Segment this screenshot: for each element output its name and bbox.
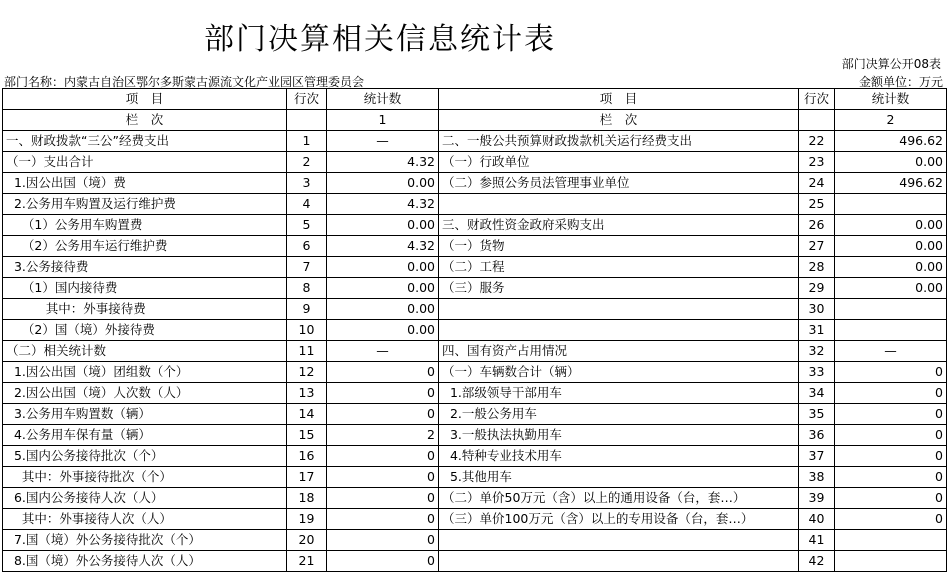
- right-value-cell: [835, 299, 947, 320]
- header-item-left: 项 目: [3, 89, 287, 110]
- table-row: [3, 236, 947, 257]
- left-item-cell: 4.公务用车保有量（辆）: [3, 425, 287, 446]
- right-item-cell: 二、一般公共预算财政拨款机关运行经费支出: [439, 131, 799, 152]
- left-item-cell: （一）支出合计: [3, 152, 287, 173]
- left-value-cell: 0.00: [327, 215, 439, 236]
- right-line-cell: 40: [799, 509, 835, 530]
- table-row: [3, 278, 947, 299]
- left-item-cell: （2）公务用车运行维护费: [3, 236, 287, 257]
- right-value-cell: 0: [835, 509, 947, 530]
- right-item-cell: 1.部级领导干部用车: [439, 383, 799, 404]
- right-item-cell: （一）车辆数合计（辆）: [439, 362, 799, 383]
- left-item-cell: 其中：外事接待人次（人）: [3, 509, 287, 530]
- statistics-table: [2, 88, 947, 572]
- right-value-cell: [835, 194, 947, 215]
- right-value-cell: [835, 320, 947, 341]
- col-blank-right: [799, 110, 835, 131]
- right-item-cell: （一）行政单位: [439, 152, 799, 173]
- right-value-cell: 496.62: [835, 131, 947, 152]
- left-value-cell: 4.32: [327, 194, 439, 215]
- table-row: [3, 173, 947, 194]
- right-item-cell: 2.一般公务用车: [439, 404, 799, 425]
- left-line-cell: 3: [287, 173, 327, 194]
- table-row: [3, 257, 947, 278]
- left-line-cell: 19: [287, 509, 327, 530]
- left-value-cell: —: [327, 131, 439, 152]
- left-line-cell: 10: [287, 320, 327, 341]
- table-row: [3, 194, 947, 215]
- right-item-cell: 四、国有资产占用情况: [439, 341, 799, 362]
- left-item-cell: 3.公务用车购置数（辆）: [3, 404, 287, 425]
- left-item-cell: 5.国内公务接待批次（个）: [3, 446, 287, 467]
- right-item-cell: [439, 320, 799, 341]
- right-line-cell: 23: [799, 152, 835, 173]
- table-row: [3, 131, 947, 152]
- right-line-cell: 35: [799, 404, 835, 425]
- page-title: 部门决算相关信息统计表: [204, 22, 556, 57]
- column-index-row: [3, 110, 947, 131]
- left-value-cell: 0.00: [327, 278, 439, 299]
- left-line-cell: 16: [287, 446, 327, 467]
- right-line-cell: 30: [799, 299, 835, 320]
- left-value-cell: 0: [327, 530, 439, 551]
- left-value-cell: 0: [327, 383, 439, 404]
- right-value-cell: 0: [835, 488, 947, 509]
- right-line-cell: 41: [799, 530, 835, 551]
- left-item-cell: （二）相关统计数: [3, 341, 287, 362]
- left-item-cell: 7.国（境）外公务接待批次（个）: [3, 530, 287, 551]
- right-value-cell: 0: [835, 446, 947, 467]
- right-line-cell: 29: [799, 278, 835, 299]
- table-row: [3, 320, 947, 341]
- left-item-cell: 其中：外事接待费: [3, 299, 287, 320]
- left-line-cell: 9: [287, 299, 327, 320]
- right-line-cell: 38: [799, 467, 835, 488]
- table-row: [3, 467, 947, 488]
- col-label-right: 栏 次: [439, 110, 799, 131]
- right-item-cell: （二）工程: [439, 257, 799, 278]
- right-line-cell: 24: [799, 173, 835, 194]
- right-line-cell: 32: [799, 341, 835, 362]
- right-line-cell: 31: [799, 320, 835, 341]
- form-number: 部门决算公开08表: [841, 57, 941, 71]
- right-line-cell: 42: [799, 551, 835, 572]
- header-line-right: 行次: [799, 89, 835, 110]
- amount-unit: 金额单位：万元: [858, 75, 943, 89]
- left-item-cell: （1）国内接待费: [3, 278, 287, 299]
- right-value-cell: 0.00: [835, 236, 947, 257]
- right-line-cell: 37: [799, 446, 835, 467]
- right-item-cell: [439, 530, 799, 551]
- left-item-cell: 2.因公出国（境）人次数（人）: [3, 383, 287, 404]
- left-item-cell: 1.因公出国（境）团组数（个）: [3, 362, 287, 383]
- header-line-left: 行次: [287, 89, 327, 110]
- left-item-cell: 6.国内公务接待人次（人）: [3, 488, 287, 509]
- left-line-cell: 7: [287, 257, 327, 278]
- right-value-cell: 0: [835, 404, 947, 425]
- left-value-cell: 4.32: [327, 152, 439, 173]
- left-line-cell: 8: [287, 278, 327, 299]
- col-number-left: 1: [327, 110, 439, 131]
- left-value-cell: 0.00: [327, 173, 439, 194]
- right-line-cell: 39: [799, 488, 835, 509]
- table-row: [3, 446, 947, 467]
- left-item-cell: （2）国（境）外接待费: [3, 320, 287, 341]
- right-item-cell: （二）参照公务员法管理事业单位: [439, 173, 799, 194]
- left-line-cell: 4: [287, 194, 327, 215]
- left-value-cell: 0: [327, 551, 439, 572]
- left-line-cell: 20: [287, 530, 327, 551]
- table-row: [3, 362, 947, 383]
- right-value-cell: 496.62: [835, 173, 947, 194]
- col-blank-left: [287, 110, 327, 131]
- left-value-cell: 0.00: [327, 257, 439, 278]
- right-line-cell: 28: [799, 257, 835, 278]
- right-line-cell: 36: [799, 425, 835, 446]
- right-item-cell: （一）货物: [439, 236, 799, 257]
- col-label-left: 栏 次: [3, 110, 287, 131]
- table-row: [3, 215, 947, 236]
- right-line-cell: 33: [799, 362, 835, 383]
- right-item-cell: （三）单价100万元（含）以上的专用设备（台，套…）: [439, 509, 799, 530]
- left-line-cell: 1: [287, 131, 327, 152]
- left-value-cell: 0: [327, 446, 439, 467]
- right-line-cell: 27: [799, 236, 835, 257]
- table-header-row: [3, 89, 947, 110]
- left-line-cell: 14: [287, 404, 327, 425]
- right-value-cell: 0.00: [835, 152, 947, 173]
- left-value-cell: 0.00: [327, 299, 439, 320]
- department-name: 部门名称：内蒙古自治区鄂尔多斯蒙古源流文化产业园区管理委员会: [4, 75, 365, 89]
- left-value-cell: —: [327, 341, 439, 362]
- right-value-cell: 0: [835, 362, 947, 383]
- right-item-cell: 3.一般执法执勤用车: [439, 425, 799, 446]
- right-value-cell: [835, 530, 947, 551]
- left-line-cell: 18: [287, 488, 327, 509]
- left-line-cell: 12: [287, 362, 327, 383]
- left-line-cell: 2: [287, 152, 327, 173]
- right-item-cell: [439, 194, 799, 215]
- left-value-cell: 0: [327, 362, 439, 383]
- left-line-cell: 11: [287, 341, 327, 362]
- right-value-cell: 0: [835, 467, 947, 488]
- left-item-cell: 1.因公出国（境）费: [3, 173, 287, 194]
- header-item-right: 项 目: [439, 89, 799, 110]
- table-row: [3, 341, 947, 362]
- left-line-cell: 21: [287, 551, 327, 572]
- table-row: [3, 152, 947, 173]
- right-value-cell: 0.00: [835, 215, 947, 236]
- right-item-cell: 4.特种专业技术用车: [439, 446, 799, 467]
- right-item-cell: [439, 551, 799, 572]
- left-line-cell: 5: [287, 215, 327, 236]
- table-row: [3, 530, 947, 551]
- right-line-cell: 25: [799, 194, 835, 215]
- right-item-cell: [439, 299, 799, 320]
- table-row: [3, 404, 947, 425]
- left-item-cell: 一、财政拨款“三公”经费支出: [3, 131, 287, 152]
- table-row: [3, 425, 947, 446]
- right-value-cell: 0.00: [835, 278, 947, 299]
- right-item-cell: （三）服务: [439, 278, 799, 299]
- right-value-cell: 0: [835, 425, 947, 446]
- right-value-cell: [835, 551, 947, 572]
- left-value-cell: 0: [327, 467, 439, 488]
- table-row: [3, 551, 947, 572]
- right-item-cell: （二）单价50万元（含）以上的通用设备（台，套…）: [439, 488, 799, 509]
- table-row: [3, 299, 947, 320]
- col-number-right: 2: [835, 110, 947, 131]
- left-value-cell: 0: [327, 509, 439, 530]
- left-item-cell: 8.国（境）外公务接待人次（人）: [3, 551, 287, 572]
- left-item-cell: 3.公务接待费: [3, 257, 287, 278]
- left-value-cell: 4.32: [327, 236, 439, 257]
- left-line-cell: 17: [287, 467, 327, 488]
- table-row: [3, 509, 947, 530]
- right-value-cell: —: [835, 341, 947, 362]
- right-item-cell: 三、财政性资金政府采购支出: [439, 215, 799, 236]
- right-value-cell: 0.00: [835, 257, 947, 278]
- left-line-cell: 13: [287, 383, 327, 404]
- left-item-cell: 2.公务用车购置及运行维护费: [3, 194, 287, 215]
- left-value-cell: 0: [327, 488, 439, 509]
- table-row: [3, 383, 947, 404]
- left-value-cell: 2: [327, 425, 439, 446]
- left-value-cell: 0: [327, 404, 439, 425]
- right-line-cell: 26: [799, 215, 835, 236]
- right-line-cell: 34: [799, 383, 835, 404]
- left-item-cell: （1）公务用车购置费: [3, 215, 287, 236]
- left-line-cell: 6: [287, 236, 327, 257]
- right-value-cell: 0: [835, 383, 947, 404]
- left-value-cell: 0.00: [327, 320, 439, 341]
- left-line-cell: 15: [287, 425, 327, 446]
- header-value-left: 统计数: [327, 89, 439, 110]
- right-line-cell: 22: [799, 131, 835, 152]
- header-value-right: 统计数: [835, 89, 947, 110]
- right-item-cell: 5.其他用车: [439, 467, 799, 488]
- left-item-cell: 其中：外事接待批次（个）: [3, 467, 287, 488]
- table-row: [3, 488, 947, 509]
